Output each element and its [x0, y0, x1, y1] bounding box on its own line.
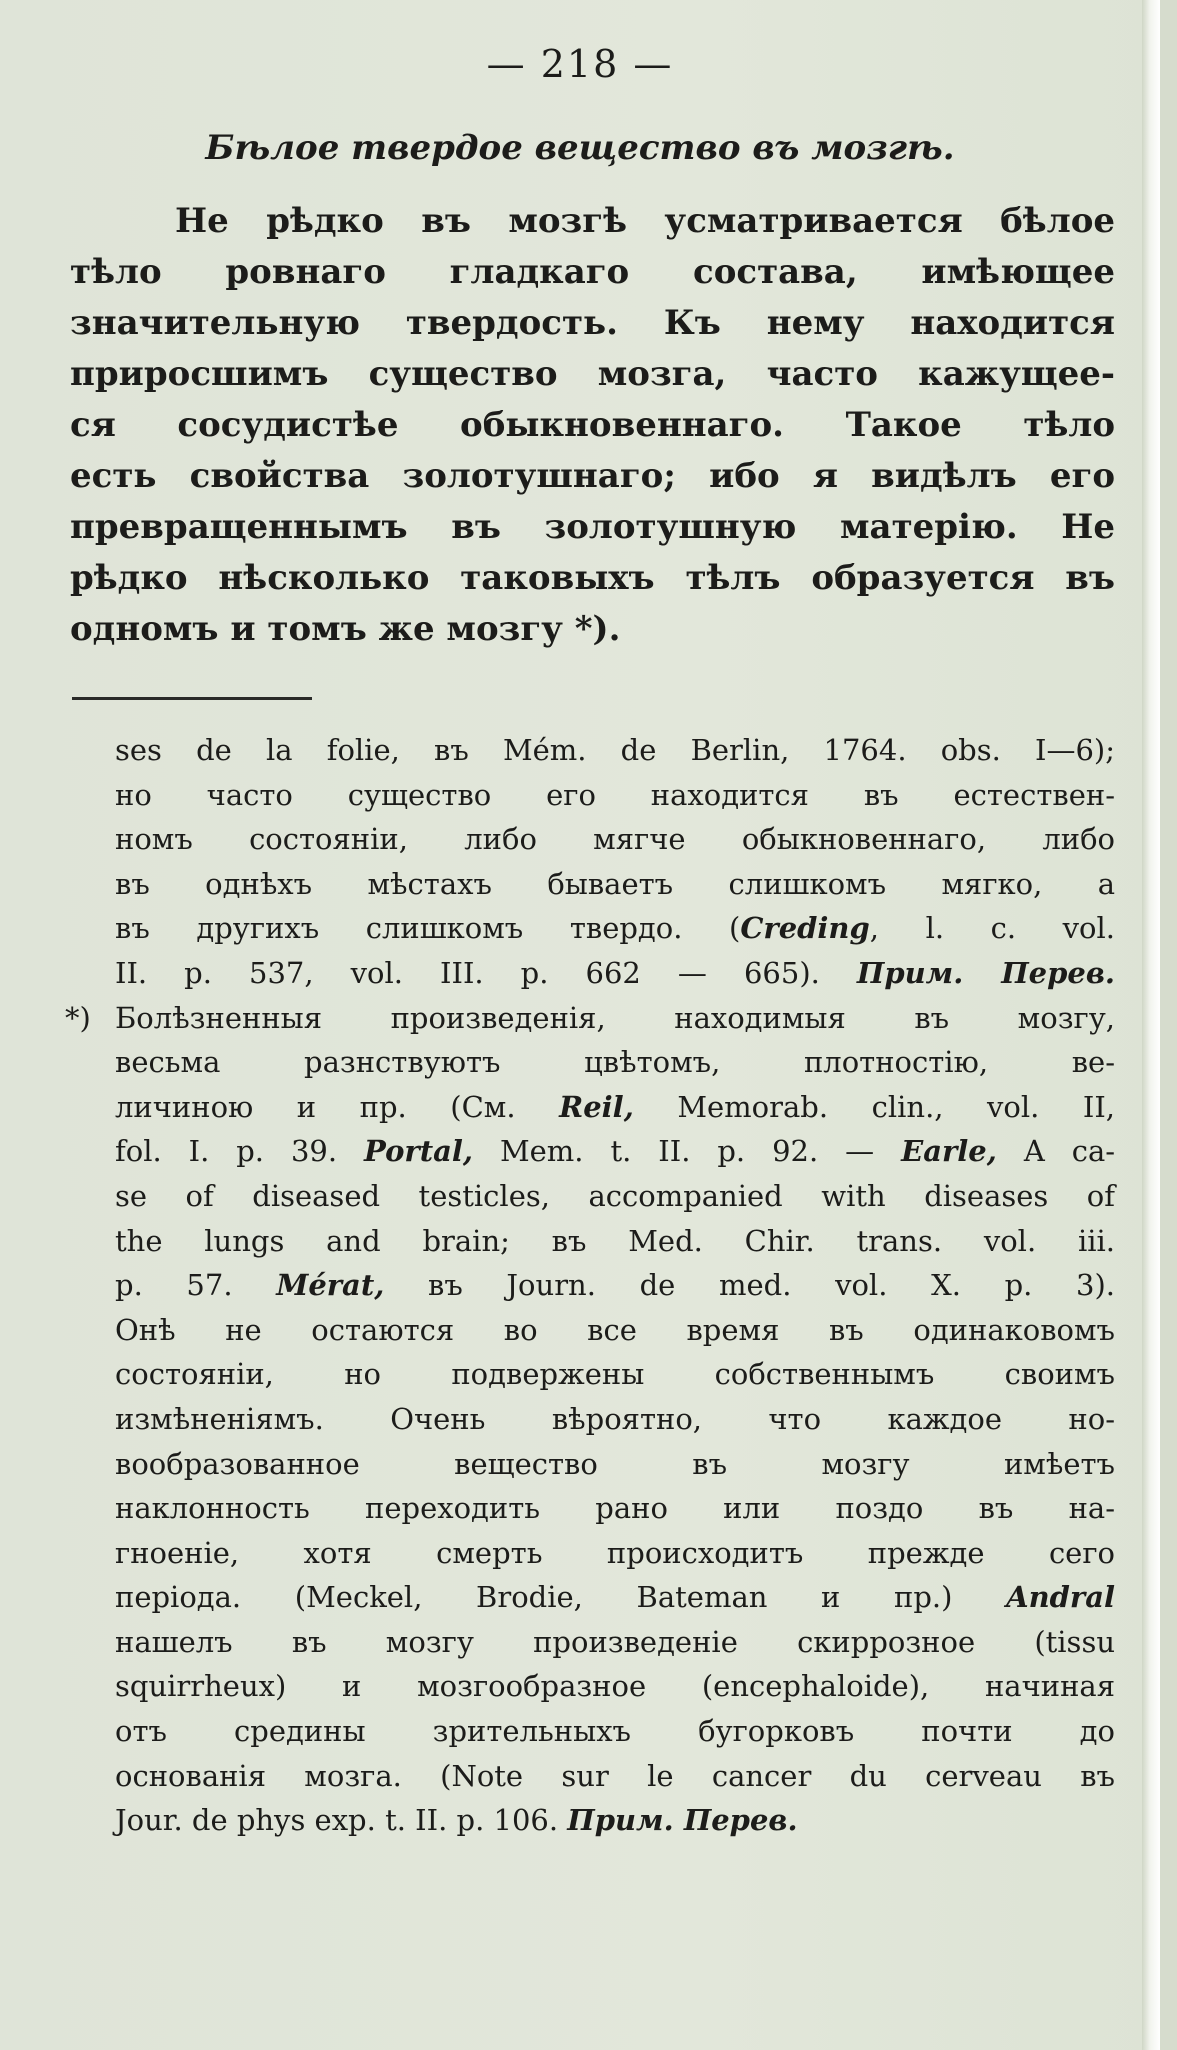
- body-line: приросшимъ существо мозга, часто кажущее-: [70, 354, 1115, 394]
- body-line: Не рѣдко въ мозгѣ усматривается бѣлое: [175, 201, 1115, 241]
- note-line: [115, 1129, 1115, 1174]
- page-number: — 218 —: [486, 42, 674, 86]
- note-line: основанія мозга. (Note sur le cancer du cerveau въ: [115, 1758, 1115, 1793]
- footnote-line: номъ состояніи, либо мягче обыкновеннаго, либо: [115, 822, 1115, 857]
- body-line: тѣло ровнаго гладкаго состава, имѣющее: [70, 252, 1115, 292]
- author-name: Andral: [1006, 1580, 1116, 1615]
- footnotes: [65, 728, 1116, 1843]
- footnote-line: [115, 951, 1115, 996]
- note-line: the lungs and brain; въ Med. Chir. trans. vol. iii.: [115, 1223, 1115, 1258]
- author-name: Portal,: [364, 1134, 473, 1169]
- note-text: A ca-: [1023, 1134, 1116, 1169]
- main-paragraph: [70, 196, 1115, 655]
- note-line: нашелъ въ мозгу произведеніе скиррозное (tissu: [115, 1624, 1115, 1659]
- note-text: личиною и пр. (См.: [115, 1089, 516, 1124]
- note-text: Болѣзненныя произведенія, находимыя въ мозгу,: [115, 1000, 1115, 1035]
- note-text: Mem. t. II. p. 92. —: [499, 1134, 875, 1169]
- note-line: Онѣ не остаются во все время въ одинаковомъ: [115, 1312, 1115, 1347]
- note-line: [115, 1575, 1115, 1620]
- note-text: p. 57.: [115, 1268, 233, 1303]
- note-line: измѣненіямъ. Очень вѣроятно, что каждое но-: [115, 1401, 1115, 1436]
- author-name: Earle,: [901, 1134, 997, 1169]
- note-line: [115, 1263, 1115, 1308]
- author-name: Reil,: [559, 1089, 634, 1124]
- body-line: есть свойства золотушнаго; ибо я видѣлъ его: [70, 456, 1115, 496]
- note-line: [65, 996, 1115, 1041]
- note-text: въ Journ. de med. vol. X. p. 3).: [428, 1268, 1116, 1303]
- body-line: одномъ и томъ же мозгу *).: [70, 609, 621, 649]
- body-line: ся сосудистѣе обыкновеннаго. Такое тѣло: [70, 405, 1115, 445]
- author-name: Creding: [740, 911, 870, 946]
- note-line: вообразованное вещество въ мозгу имѣетъ: [115, 1446, 1115, 1481]
- footnote-line: [115, 906, 1115, 951]
- footnote-text: , l. c. vol.: [869, 911, 1115, 946]
- note-text: Jour. de phys exp. t. II. p. 106.: [115, 1803, 559, 1838]
- footnote-text: въ другихъ слишкомъ твердо. (: [115, 911, 741, 946]
- note-line: se of diseased testicles, accompanied with diseases of: [115, 1178, 1115, 1213]
- footnote-divider: [72, 697, 312, 700]
- note-line: наклонность переходить рано или поздо въ на-: [115, 1491, 1115, 1526]
- note-line: [115, 1085, 1115, 1130]
- body-line: значительную твердость. Къ нему находится: [70, 303, 1115, 343]
- translator-note: Прим. Перев.: [567, 1803, 798, 1838]
- note-line: гноеніе, хотя смерть происходитъ прежде сего: [115, 1535, 1115, 1570]
- note-text: fol. I. p. 39.: [115, 1134, 338, 1169]
- footnote-line: ses de la folie, въ Mém. de Berlin, 1764. obs. I—6);: [115, 733, 1115, 767]
- body-line: рѣдко нѣсколько таковыхъ тѣлъ образуется въ: [70, 558, 1115, 598]
- note-text: Memorab. clin., vol. II,: [677, 1089, 1116, 1124]
- note-line: состояніи, но подвержены собственнымъ своимъ: [115, 1357, 1115, 1392]
- footnote-line: въ однѣхъ мѣстахъ бываетъ слишкомъ мягко, а: [115, 866, 1115, 901]
- note-line: squirrheux) и мозгообразное (encephaloide), начиная: [115, 1669, 1115, 1704]
- note-line: отъ средины зрительныхъ бугорковъ почти до: [115, 1714, 1115, 1749]
- author-name: Mérat,: [276, 1268, 385, 1303]
- section-title: Бѣлое твердое вещество въ мозгѣ.: [205, 128, 955, 168]
- translator-note: Прим. Перев.: [856, 955, 1116, 990]
- note-line: весьма разнствуютъ цвѣтомъ, плотностію, ве-: [115, 1045, 1115, 1080]
- note-text: періода. (Meckel, Brodie, Bateman и пр.): [115, 1580, 953, 1615]
- note-line: [115, 1798, 1115, 1843]
- footnote-text: II. p. 537, vol. III. p. 662 — 665).: [115, 955, 820, 990]
- body-line: превращеннымъ въ золотушную матерію. Не: [70, 507, 1115, 547]
- footnote-line: но часто существо его находится въ естествен-: [115, 777, 1115, 812]
- footnote-marker: *): [65, 1000, 91, 1035]
- page-edge: [1142, 0, 1160, 2050]
